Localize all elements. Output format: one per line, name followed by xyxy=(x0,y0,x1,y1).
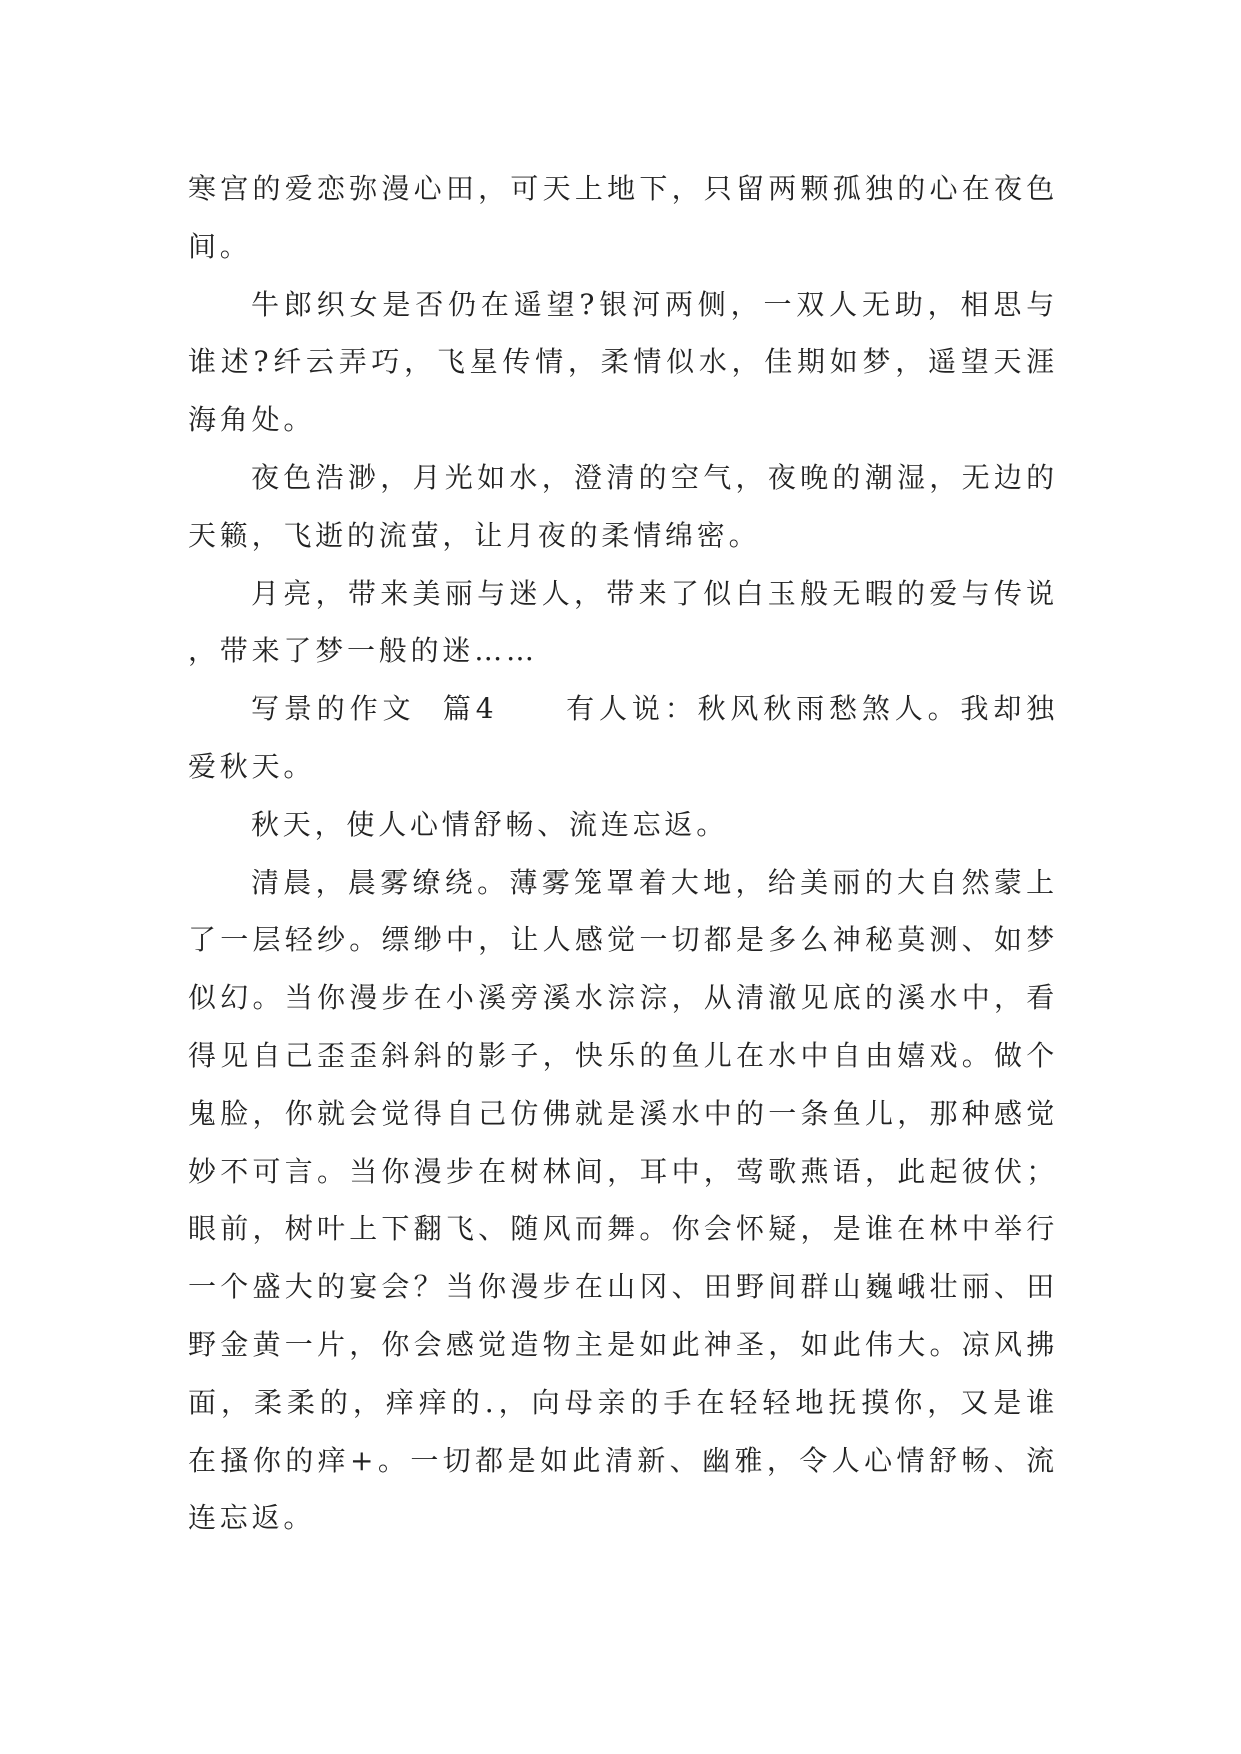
paragraph: 夜色浩渺，月光如水，澄清的空气，夜晚的潮湿，无边的天籁，飞逝的流萤，让月夜的柔情绵密。 xyxy=(188,460,1058,552)
paragraph: 秋天，使人心情舒畅、流连忘返。 xyxy=(251,807,729,841)
section-heading-paragraph: 写景的作文 篇4 有人说：秋风秋雨愁煞人。我却独爱秋天。 xyxy=(188,692,1058,783)
paragraph: 寒宫的爱恋弥漫心田，可天上地下，只留两颗孤独的心在夜色间。 xyxy=(188,172,1058,263)
paragraph: 清晨，晨雾缭绕。薄雾笼罩着大地，给美丽的大自然蒙上了一层轻纱。缥缈中，让人感觉一切都是多么神秘莫测、如梦似幻。当你漫步在小溪旁溪水淙淙，从清澈见底的溪水中，看得见自己歪歪斜斜的影子，快乐的鱼儿在水中自由嬉戏。做个鬼脸，你就会觉得自己仿佛就是溪水中的一条鱼儿，那种感觉妙不可言。当你漫步在树林间，耳中，莺歌燕语，此起彼伏；眼前，树叶上下翻飞、随风而舞。你会怀疑，是谁在林中举行一个盛大的宴会？当你漫步在山冈、田野间群山巍峨壮丽、田野金黄一片，你会感觉造物主是如此神圣，如此伟大。凉风拂面，柔柔的，痒痒的.，向母亲的手在轻轻地抚摸你，又是谁在搔你的痒+。一切都是如此清新、幽雅，令人心情舒畅、流连忘返。 xyxy=(188,865,1058,1535)
document-body xyxy=(188,160,1058,1547)
paragraph: 月亮，带来美丽与迷人，带来了似白玉般无暇的爱与传说，带来了梦一般的迷…… xyxy=(188,576,1058,668)
paragraph: 牛郎织女是否仍在遥望?银河两侧，一双人无助，相思与谁述?纤云弄巧，飞星传情，柔情似水，佳期如梦，遥望天涯海角处。 xyxy=(188,287,1058,437)
